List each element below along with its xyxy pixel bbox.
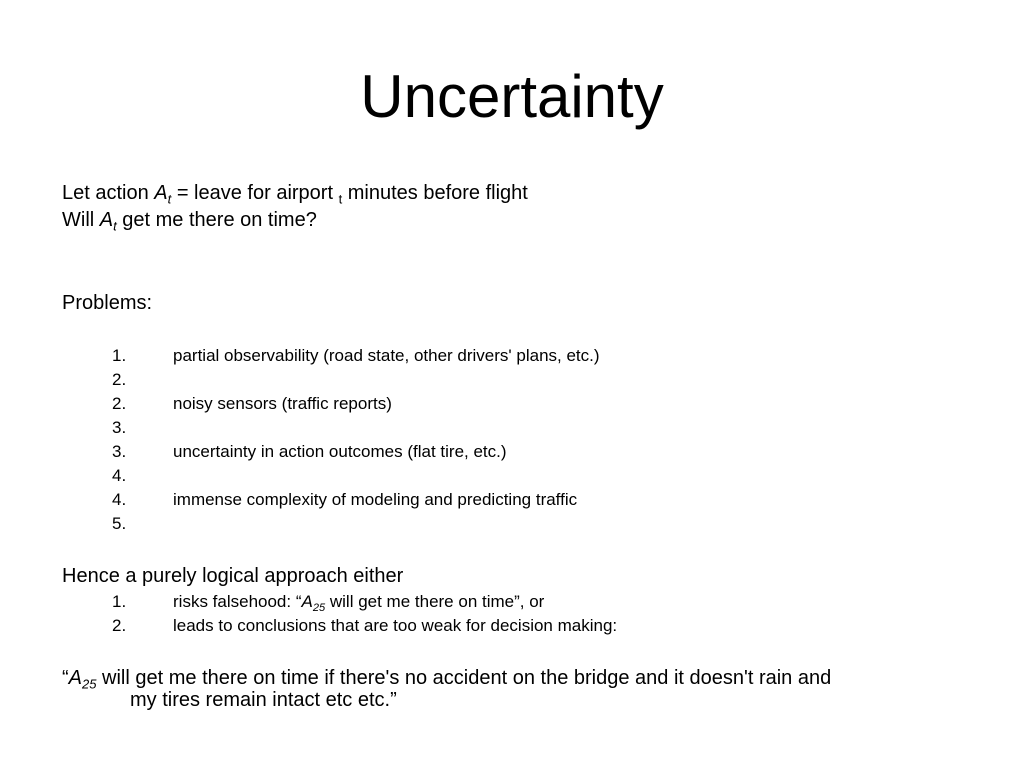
question-variable-subscript: t xyxy=(113,218,117,234)
quote-line-2: my tires remain intact etc etc.” xyxy=(130,689,397,711)
problem-number: 4. xyxy=(112,490,127,509)
problem-number: 1. xyxy=(112,346,127,365)
intro-line-question xyxy=(62,208,317,232)
slide-title: Uncertainty xyxy=(360,63,664,130)
action-variable: A xyxy=(154,182,168,204)
quote-variable: A xyxy=(68,667,83,689)
intro-line1-suffix: minutes before flight xyxy=(342,182,528,204)
problem-text: partial observability (road state, other drivers' plans, etc.) xyxy=(173,346,600,365)
problem-text: noisy sensors (traffic reports) xyxy=(173,394,392,413)
minutes-subscript: t xyxy=(338,191,343,207)
problems-heading: Problems: xyxy=(62,292,153,314)
problem-number: 2. xyxy=(112,370,127,389)
closing-quote xyxy=(62,667,962,711)
quote-variable-subscript: 25 xyxy=(82,676,97,692)
hence-item-1-number: 1. xyxy=(112,592,127,611)
intro-line2-suffix: get me there on time? xyxy=(116,209,317,231)
hence-variable-subscript: 25 xyxy=(312,601,326,614)
hence-item-1-text xyxy=(173,592,544,612)
intro-line1-middle: = leave for airport xyxy=(171,182,339,204)
problem-text: immense complexity of modeling and predicting traffic xyxy=(173,490,578,509)
quote-line-1: will get me there on time if there's no accident on the bridge and it doesn't rain and xyxy=(96,667,832,689)
question-variable: A xyxy=(99,209,114,231)
hence-item-2-number: 2. xyxy=(112,616,127,635)
problem-number: 3. xyxy=(112,418,127,437)
problem-number: 5. xyxy=(112,514,127,533)
quote-open-mark: “ xyxy=(62,667,69,689)
problem-number: 2. xyxy=(112,394,127,413)
hence-variable: A xyxy=(301,592,313,611)
intro-line-action xyxy=(62,181,528,205)
problem-number: 3. xyxy=(112,442,127,461)
hence-heading: Hence a purely logical approach either xyxy=(62,565,404,587)
intro-line2-prefix: Will xyxy=(62,209,100,231)
intro-line1-prefix: Let action xyxy=(62,182,155,204)
problem-number: 4. xyxy=(112,466,127,485)
problem-text: uncertainty in action outcomes (flat tire, etc.) xyxy=(173,442,507,461)
hence-item-1-suffix: will get me there on time”, or xyxy=(325,592,545,611)
hence-item-2-text: leads to conclusions that are too weak for decision making: xyxy=(173,616,618,635)
hence-item-1-prefix: risks falsehood: “ xyxy=(173,592,302,611)
action-variable-subscript: t xyxy=(167,191,172,207)
